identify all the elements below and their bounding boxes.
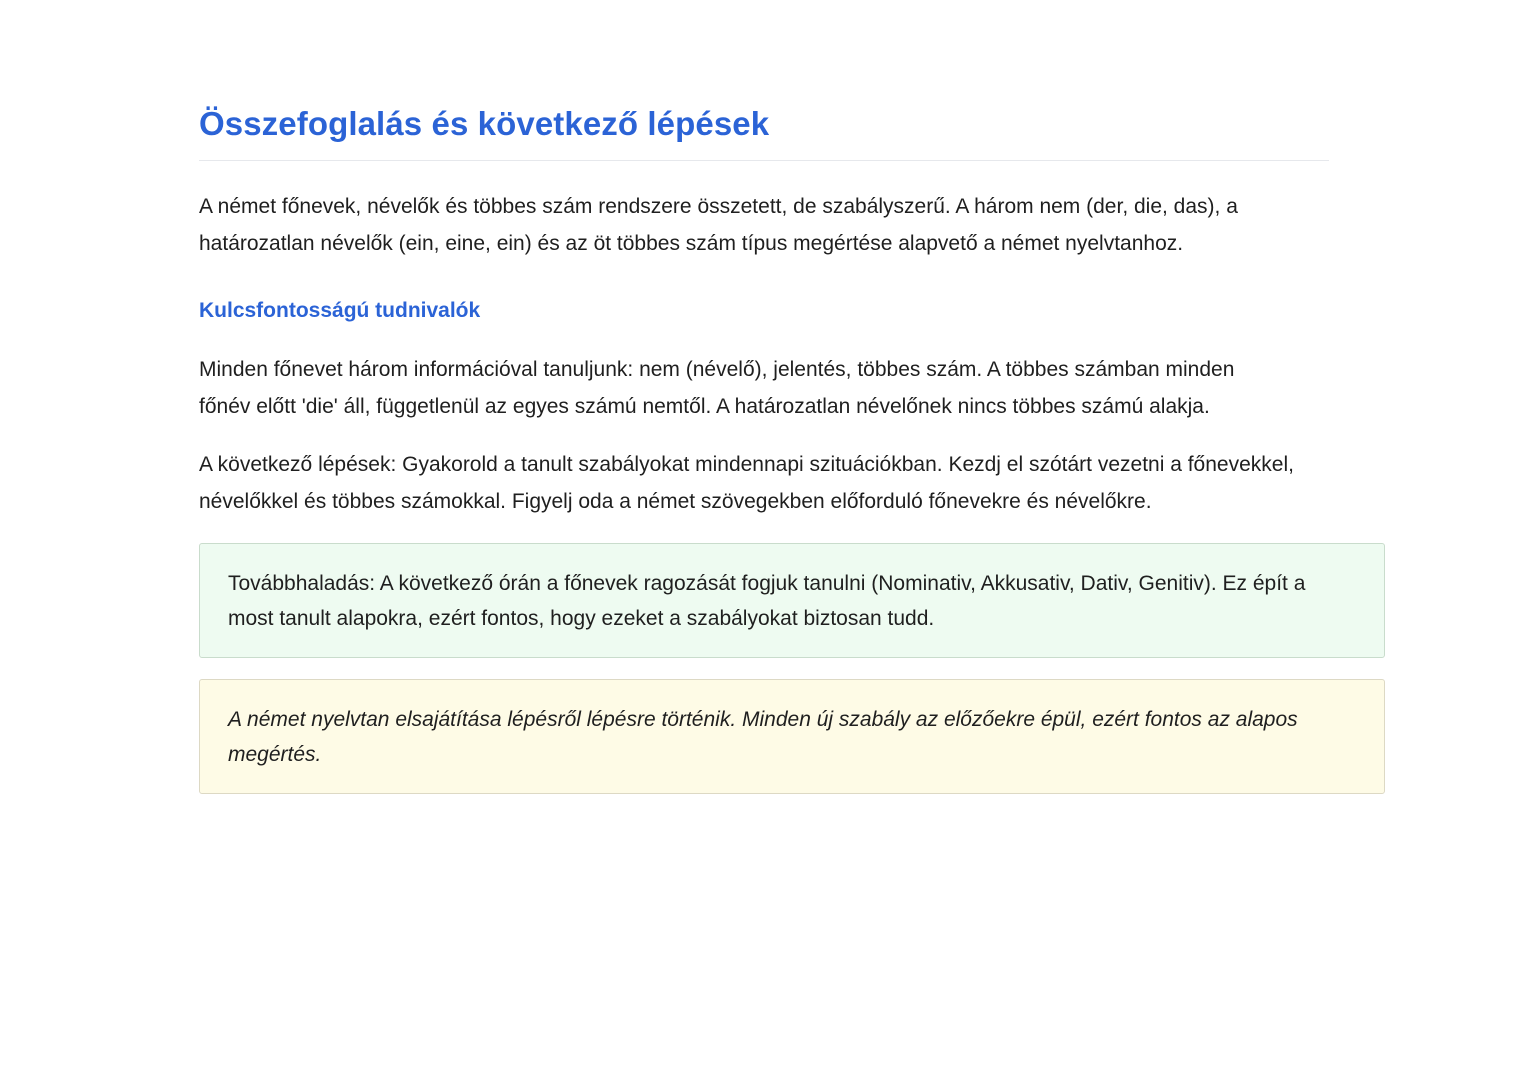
title-divider <box>199 160 1329 161</box>
closing-quote-box: A német nyelvtan elsajátítása lépésről lépésre történik. Minden új szabály az előzőekre épül, ezért fontos az alapos megértés. <box>199 679 1385 794</box>
intro-paragraph: A német főnevek, névelők és többes szám rendszere összetett, de szabályszerű. A három nem (der, die, das), a határozatlan névelők (ein, eine, ein) és az öt többes szám típus megértése alapvető a német nyelvtanhoz. <box>199 195 1238 255</box>
key-points-paragraph: Minden főnevet három információval tanuljunk: nem (névelő), jelentés, többes szám. A többes számban minden főnév előtt 'die' áll, függetlenül az egyes számú nemtől. A határozatlan névelőnek nincs többes számú alakja. <box>199 358 1235 418</box>
page-title: Összefoglalás és következő lépések <box>199 105 770 142</box>
content-page <box>199 100 1385 794</box>
section-subheading: Kulcsfontosságú tudnivalók <box>199 299 481 322</box>
progress-note-box: Továbbhaladás: A következő órán a főnevek ragozását fogjuk tanulni (Nominativ, Akkusativ, Dativ, Genitiv). Ez épít a most tanult alapokra, ezért fontos, hogy ezeket a szabályokat biztosan tudd. <box>199 543 1385 658</box>
next-steps-paragraph: A következő lépések: Gyakorold a tanult szabályokat mindennapi szituációkban. Kezdj el szótárt vezetni a főnevekkel, névelőkkel és többes számokkal. Figyelj oda a német szövegekben előforduló főnevekre és névelőkre. <box>199 453 1294 513</box>
